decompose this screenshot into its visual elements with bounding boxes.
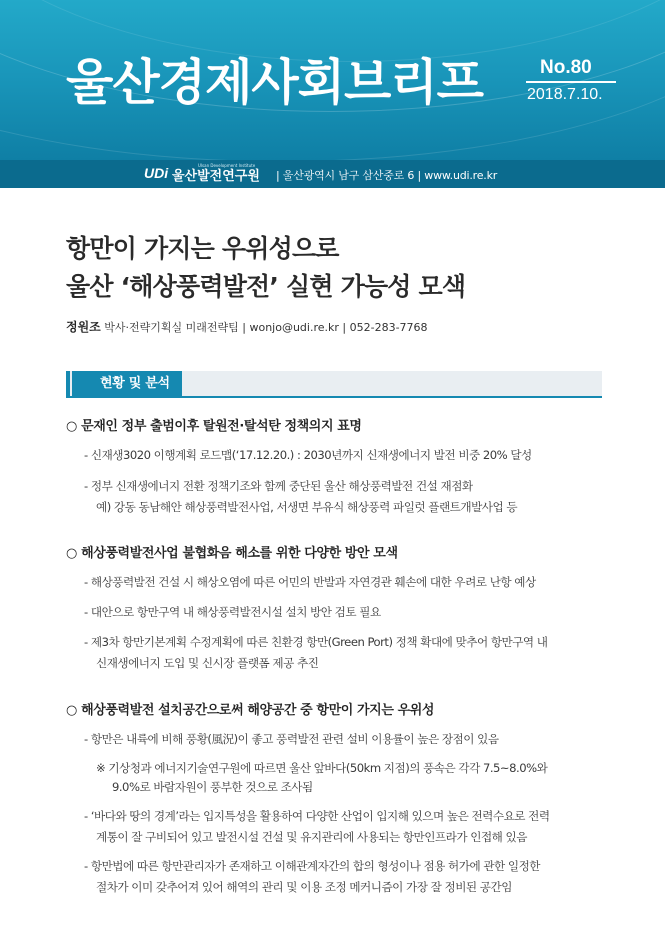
header-banner: [0, 0, 665, 160]
bullet-line: - 정부 신재생에너지 전환 정책기조와 함께 중단된 울산 해상풍력발전 건설 재점화: [84, 479, 473, 493]
bullet-line: - 항만은 내륙에 비해 풍황(風況)이 좋고 풍력발전 관련 설비 이용률이 높은 장점이 있음: [84, 732, 499, 746]
report-title-line-1: 항만이 가지는 우위성으로: [66, 234, 339, 263]
heading-policy: ○ 문재인 정부 출범이후 탈원전·탈석탄 정책의지 표명: [66, 419, 362, 434]
section-label: 현황 및 분석: [72, 371, 182, 396]
bullet-line: - 해상풍력발전 건설 시 해상오염에 따른 어민의 반발과 자연경관 훼손에 대한 우려로 난항 예상: [84, 575, 536, 589]
issue-number: No.80: [540, 57, 592, 78]
bullet-line: - 항만법에 따른 항만관리자가 존재하고 이해관계자간의 합의 형성이나 점용 허가에 관한 일정한: [84, 859, 541, 873]
udi-logo: UDi: [144, 165, 169, 181]
issue-date: 2018.7.10.: [527, 86, 603, 103]
bullet-line: - 제3차 항만기본계획 수정계획에 따른 친환경 항만(Green Port) 정책 확대에 맞추어 항만구역 내: [84, 635, 548, 649]
author-line: [66, 318, 428, 335]
publication-title: 울산경제사회브리프: [66, 54, 484, 111]
institute-name: 울산발전연구원: [172, 169, 260, 184]
heading-port-advantage: ○ 해상풍력발전 설치공간으로써 해양공간 중 항만이 가지는 우위성: [66, 703, 435, 718]
heading-alternatives: ○ 해상풍력발전사업 불협화음 해소를 위한 다양한 방안 모색: [66, 546, 398, 561]
bullet-line: 절차가 이미 갖추어져 있어 해역의 관리 및 이용 조정 메커니즘이 가장 잘 정비된 공간임: [96, 880, 512, 894]
bullet-line: 계통이 잘 구비되어 있고 발전시설 건설 및 유지관리에 사용되는 항만인프라가 인접해 있음: [96, 830, 527, 844]
bullet-line: 예) 강동 동남해안 해상풍력발전사업, 서생면 부유식 해상풍력 파일럿 플랜트개발사업 등: [96, 500, 518, 514]
section-header: [66, 371, 602, 396]
bullet-line: - 신재생3020 이행계획 로드맵(‘17.12.20.) : 2030년까지 신재생에너지 발전 비중 20% 달성: [84, 448, 532, 462]
note-line: 9.0%로 바람자원이 풍부한 것으로 조사됨: [112, 780, 313, 794]
bullet-line: 신재생에너지 도입 및 신시장 플랫폼 제공 추진: [96, 656, 319, 670]
issue-divider: [526, 81, 616, 83]
note-line: ※ 기상청과 에너지기술연구원에 따르면 울산 앞바다(50km 지점)의 풍속은 각각 7.5~8.0%와: [96, 761, 548, 775]
section-underline: [66, 396, 602, 398]
author-name: 정원조: [66, 320, 101, 334]
author-info: 박사·전략기획실 미래전략팀 | wonjo@udi.re.kr | 052-283-7768: [100, 321, 428, 334]
address-line: | 울산광역시 남구 삼산중로 6 | www.udi.re.kr: [276, 169, 498, 182]
bullet-line: - 대안으로 항만구역 내 해상풍력발전시설 설치 방안 검토 필요: [84, 605, 381, 619]
report-title-line-2: 울산 ‘해상풍력발전’ 실현 가능성 모색: [66, 272, 466, 301]
bullet-line: - ‘바다와 땅의 경계’라는 입지특성을 활용하여 다양한 산업이 입지해 있으며 높은 전력수요로 전력: [84, 809, 550, 823]
institute-english-name: Ulsan Development Institute: [198, 163, 256, 168]
section-accent: [66, 371, 70, 396]
